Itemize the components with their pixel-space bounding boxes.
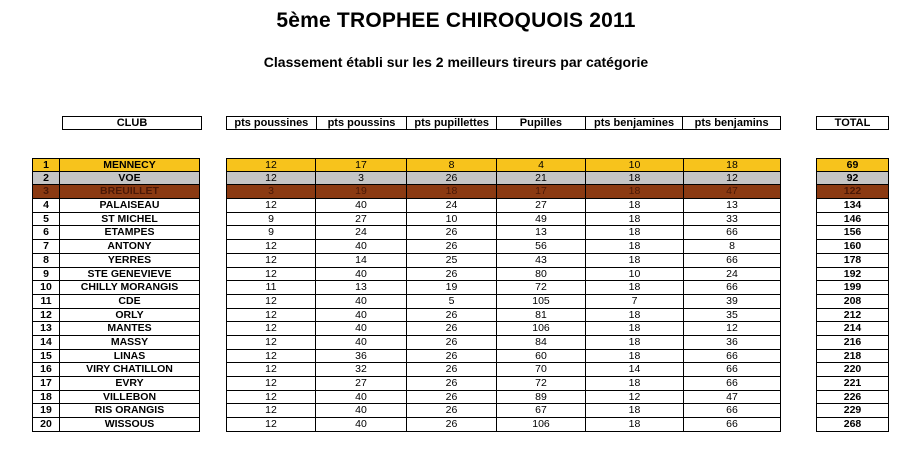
total-cell: 178 bbox=[816, 254, 889, 267]
score-cell: 40 bbox=[316, 322, 407, 335]
scores-row bbox=[226, 254, 781, 268]
score-cell: 47 bbox=[684, 185, 781, 198]
header-club: CLUB bbox=[62, 116, 202, 130]
score-cell: 19 bbox=[316, 185, 407, 198]
score-cell: 27 bbox=[316, 377, 407, 390]
club-name-cell: LINAS bbox=[60, 350, 200, 363]
score-cell: 13 bbox=[316, 281, 407, 294]
score-cell: 18 bbox=[586, 281, 684, 294]
score-cell: 18 bbox=[586, 213, 684, 226]
score-cell: 66 bbox=[684, 254, 781, 267]
score-cell: 26 bbox=[407, 336, 497, 349]
club-name-cell: BREUILLET bbox=[60, 185, 200, 198]
total-row bbox=[816, 226, 889, 240]
total-cell: 221 bbox=[816, 377, 889, 390]
score-cell: 12 bbox=[226, 172, 316, 185]
club-name-cell: ETAMPES bbox=[60, 226, 200, 239]
total-cell: 69 bbox=[816, 159, 889, 171]
scores-row bbox=[226, 404, 781, 418]
club-name-cell: VIRY CHATILLON bbox=[60, 363, 200, 376]
score-cell: 39 bbox=[684, 295, 781, 308]
score-cell: 18 bbox=[586, 404, 684, 417]
scores-row bbox=[226, 336, 781, 350]
total-cell: 212 bbox=[816, 309, 889, 322]
score-cell: 70 bbox=[497, 363, 586, 376]
rank-cell: 7 bbox=[32, 240, 60, 253]
club-name-cell: MASSY bbox=[60, 336, 200, 349]
score-cell: 9 bbox=[226, 226, 316, 239]
score-cell: 25 bbox=[407, 254, 497, 267]
table-row bbox=[32, 199, 200, 213]
scores-row bbox=[226, 377, 781, 391]
header-total: TOTAL bbox=[816, 116, 889, 130]
score-cell: 5 bbox=[407, 295, 497, 308]
score-cell: 66 bbox=[684, 281, 781, 294]
club-name-cell: MANTES bbox=[60, 322, 200, 335]
club-name-cell: EVRY bbox=[60, 377, 200, 390]
table-row bbox=[32, 226, 200, 240]
club-name-cell: YERRES bbox=[60, 254, 200, 267]
score-cell: 32 bbox=[316, 363, 407, 376]
score-cell: 40 bbox=[316, 418, 407, 431]
score-cell: 8 bbox=[407, 159, 497, 171]
score-cell: 12 bbox=[226, 159, 316, 171]
total-row bbox=[816, 213, 889, 227]
score-cell: 13 bbox=[684, 199, 781, 212]
total-cell: 156 bbox=[816, 226, 889, 239]
scores-row bbox=[226, 322, 781, 336]
score-cell: 18 bbox=[586, 336, 684, 349]
score-cell: 72 bbox=[497, 377, 586, 390]
scores-row bbox=[226, 391, 781, 405]
score-cell: 35 bbox=[684, 309, 781, 322]
total-row bbox=[816, 322, 889, 336]
score-cell: 18 bbox=[586, 309, 684, 322]
score-cell: 40 bbox=[316, 309, 407, 322]
total-row bbox=[816, 377, 889, 391]
score-cell: 43 bbox=[497, 254, 586, 267]
table-row bbox=[32, 295, 200, 309]
score-cell: 18 bbox=[586, 254, 684, 267]
score-cell: 10 bbox=[407, 213, 497, 226]
score-cell: 8 bbox=[684, 240, 781, 253]
score-cell: 66 bbox=[684, 404, 781, 417]
scores-row bbox=[226, 350, 781, 364]
club-name-cell: ORLY bbox=[60, 309, 200, 322]
score-cell: 26 bbox=[407, 322, 497, 335]
scores-row bbox=[226, 172, 781, 186]
total-row bbox=[816, 199, 889, 213]
total-cell: 122 bbox=[816, 185, 889, 198]
score-cell: 12 bbox=[226, 336, 316, 349]
score-cell: 40 bbox=[316, 336, 407, 349]
total-row bbox=[816, 281, 889, 295]
table-row bbox=[32, 377, 200, 391]
score-cell: 19 bbox=[407, 281, 497, 294]
table-row bbox=[32, 172, 200, 186]
score-cell: 66 bbox=[684, 350, 781, 363]
club-name-cell: VILLEBON bbox=[60, 391, 200, 404]
score-cell: 84 bbox=[497, 336, 586, 349]
club-name-cell: ANTONY bbox=[60, 240, 200, 253]
total-cell: 199 bbox=[816, 281, 889, 294]
club-name-cell: CDE bbox=[60, 295, 200, 308]
table-row bbox=[32, 240, 200, 254]
score-cell: 26 bbox=[407, 172, 497, 185]
total-cell: 220 bbox=[816, 363, 889, 376]
score-cell: 47 bbox=[684, 391, 781, 404]
score-cell: 40 bbox=[316, 199, 407, 212]
score-cell: 27 bbox=[497, 199, 586, 212]
score-cell: 26 bbox=[407, 240, 497, 253]
score-cell: 12 bbox=[226, 418, 316, 431]
scores-row bbox=[226, 363, 781, 377]
rank-cell: 5 bbox=[32, 213, 60, 226]
score-cell: 81 bbox=[497, 309, 586, 322]
rank-cell: 11 bbox=[32, 295, 60, 308]
club-name-cell: ST MICHEL bbox=[60, 213, 200, 226]
total-cell: 192 bbox=[816, 268, 889, 281]
score-cell: 12 bbox=[226, 404, 316, 417]
score-cell: 7 bbox=[586, 295, 684, 308]
score-cell: 12 bbox=[226, 391, 316, 404]
score-cell: 26 bbox=[407, 268, 497, 281]
rank-cell: 2 bbox=[32, 172, 60, 185]
total-row bbox=[816, 268, 889, 282]
scores-row bbox=[226, 418, 781, 432]
total-row bbox=[816, 404, 889, 418]
score-cell: 106 bbox=[497, 322, 586, 335]
total-row bbox=[816, 295, 889, 309]
score-cell: 18 bbox=[586, 185, 684, 198]
table-row bbox=[32, 336, 200, 350]
total-row bbox=[816, 391, 889, 405]
total-cell: 268 bbox=[816, 418, 889, 431]
score-cell: 12 bbox=[684, 322, 781, 335]
page-title: 5ème TROPHEE CHIROQUOIS 2011 bbox=[276, 9, 636, 32]
club-name-cell: WISSOUS bbox=[60, 418, 200, 431]
scores-row bbox=[226, 226, 781, 240]
score-cell: 12 bbox=[586, 391, 684, 404]
rank-cell: 10 bbox=[32, 281, 60, 294]
score-cell: 40 bbox=[316, 268, 407, 281]
score-cell: 18 bbox=[586, 226, 684, 239]
table-row bbox=[32, 350, 200, 364]
club-name-cell: VOE bbox=[60, 172, 200, 185]
scores-row bbox=[226, 268, 781, 282]
score-cell: 10 bbox=[586, 159, 684, 171]
header-cat-4: pts benjamines bbox=[586, 117, 684, 129]
rank-cell: 18 bbox=[32, 391, 60, 404]
score-cell: 12 bbox=[226, 268, 316, 281]
score-cell: 27 bbox=[316, 213, 407, 226]
rank-cell: 1 bbox=[32, 159, 60, 171]
scores-row bbox=[226, 213, 781, 227]
table-row bbox=[32, 281, 200, 295]
total-cell: 92 bbox=[816, 172, 889, 185]
total-column-block bbox=[816, 158, 889, 432]
total-cell: 208 bbox=[816, 295, 889, 308]
total-row bbox=[816, 254, 889, 268]
score-cell: 40 bbox=[316, 391, 407, 404]
score-cell: 60 bbox=[497, 350, 586, 363]
rank-cell: 8 bbox=[32, 254, 60, 267]
score-cell: 18 bbox=[586, 172, 684, 185]
score-cell: 106 bbox=[497, 418, 586, 431]
score-cell: 18 bbox=[586, 240, 684, 253]
score-cell: 72 bbox=[497, 281, 586, 294]
score-cell: 3 bbox=[226, 185, 316, 198]
scores-row bbox=[226, 158, 781, 172]
header-categories bbox=[226, 116, 781, 130]
score-cell: 26 bbox=[407, 377, 497, 390]
total-cell: 134 bbox=[816, 199, 889, 212]
rank-cell: 19 bbox=[32, 404, 60, 417]
score-cell: 56 bbox=[497, 240, 586, 253]
score-cell: 26 bbox=[407, 391, 497, 404]
rank-cell: 4 bbox=[32, 199, 60, 212]
score-cell: 24 bbox=[316, 226, 407, 239]
table-row bbox=[32, 363, 200, 377]
score-cell: 66 bbox=[684, 226, 781, 239]
score-cell: 33 bbox=[684, 213, 781, 226]
score-cell: 18 bbox=[586, 350, 684, 363]
table-row bbox=[32, 404, 200, 418]
score-cell: 66 bbox=[684, 363, 781, 376]
score-cell: 21 bbox=[497, 172, 586, 185]
total-row bbox=[816, 363, 889, 377]
score-cell: 36 bbox=[316, 350, 407, 363]
score-cell: 12 bbox=[226, 199, 316, 212]
score-cell: 67 bbox=[497, 404, 586, 417]
total-row bbox=[816, 350, 889, 364]
score-cell: 89 bbox=[497, 391, 586, 404]
score-cell: 26 bbox=[407, 309, 497, 322]
score-cell: 36 bbox=[684, 336, 781, 349]
total-row bbox=[816, 185, 889, 199]
score-cell: 12 bbox=[226, 240, 316, 253]
table-row bbox=[32, 268, 200, 282]
scores-row bbox=[226, 199, 781, 213]
score-cell: 26 bbox=[407, 404, 497, 417]
header-cat-2: pts pupillettes bbox=[407, 117, 497, 129]
score-cell: 40 bbox=[316, 240, 407, 253]
rank-cell: 9 bbox=[32, 268, 60, 281]
scores-row bbox=[226, 295, 781, 309]
score-cell: 13 bbox=[497, 226, 586, 239]
score-cell: 12 bbox=[226, 309, 316, 322]
score-cell: 26 bbox=[407, 226, 497, 239]
score-cell: 18 bbox=[407, 185, 497, 198]
score-cell: 26 bbox=[407, 363, 497, 376]
total-cell: 229 bbox=[816, 404, 889, 417]
club-name-cell: CHILLY MORANGIS bbox=[60, 281, 200, 294]
scores-row bbox=[226, 185, 781, 199]
scores-row bbox=[226, 240, 781, 254]
total-cell: 226 bbox=[816, 391, 889, 404]
score-cell: 66 bbox=[684, 377, 781, 390]
rank-cell: 3 bbox=[32, 185, 60, 198]
rank-cell: 17 bbox=[32, 377, 60, 390]
score-cell: 14 bbox=[586, 363, 684, 376]
club-name-cell: STE GENEVIEVE bbox=[60, 268, 200, 281]
score-cell: 18 bbox=[586, 377, 684, 390]
table-row bbox=[32, 322, 200, 336]
rank-cell: 6 bbox=[32, 226, 60, 239]
score-cell: 24 bbox=[684, 268, 781, 281]
table-row bbox=[32, 309, 200, 323]
score-cell: 12 bbox=[226, 350, 316, 363]
score-cell: 26 bbox=[407, 350, 497, 363]
score-cell: 14 bbox=[316, 254, 407, 267]
rank-cell: 15 bbox=[32, 350, 60, 363]
score-cell: 105 bbox=[497, 295, 586, 308]
rank-cell: 14 bbox=[32, 336, 60, 349]
score-cell: 49 bbox=[497, 213, 586, 226]
score-cell: 9 bbox=[226, 213, 316, 226]
score-cell: 17 bbox=[497, 185, 586, 198]
total-cell: 146 bbox=[816, 213, 889, 226]
score-cell: 10 bbox=[586, 268, 684, 281]
header-cat-5: pts benjamins bbox=[694, 117, 769, 129]
rank-cell: 20 bbox=[32, 418, 60, 431]
score-cell: 18 bbox=[586, 199, 684, 212]
score-cell: 24 bbox=[407, 199, 497, 212]
score-cell: 40 bbox=[316, 295, 407, 308]
score-cell: 18 bbox=[684, 159, 781, 171]
club-name-cell: RIS ORANGIS bbox=[60, 404, 200, 417]
table-row bbox=[32, 185, 200, 199]
score-cell: 18 bbox=[586, 322, 684, 335]
club-name-cell: MENNECY bbox=[60, 159, 200, 171]
score-cell: 12 bbox=[226, 363, 316, 376]
table-row bbox=[32, 158, 200, 172]
total-row bbox=[816, 309, 889, 323]
total-row bbox=[816, 158, 889, 172]
scores-row bbox=[226, 309, 781, 323]
total-row bbox=[816, 240, 889, 254]
total-row bbox=[816, 418, 889, 432]
total-cell: 214 bbox=[816, 322, 889, 335]
header-cat-3: Pupilles bbox=[497, 117, 586, 129]
rank-cell: 13 bbox=[32, 322, 60, 335]
page-subtitle: Classement établi sur les 2 meilleurs tireurs par catégorie bbox=[263, 54, 649, 70]
score-cell: 66 bbox=[684, 418, 781, 431]
score-cell: 12 bbox=[684, 172, 781, 185]
total-row bbox=[816, 172, 889, 186]
score-cell: 12 bbox=[226, 295, 316, 308]
scores-block bbox=[226, 158, 781, 432]
score-cell: 12 bbox=[226, 377, 316, 390]
score-cell: 11 bbox=[226, 281, 316, 294]
score-cell: 26 bbox=[407, 418, 497, 431]
score-cell: 18 bbox=[586, 418, 684, 431]
score-cell: 12 bbox=[226, 254, 316, 267]
score-cell: 17 bbox=[316, 159, 407, 171]
header-cat-0: pts poussines bbox=[227, 117, 317, 129]
total-row bbox=[816, 336, 889, 350]
header-cat-1: pts poussins bbox=[317, 117, 408, 129]
rank-cell: 12 bbox=[32, 309, 60, 322]
score-cell: 40 bbox=[316, 404, 407, 417]
score-cell: 80 bbox=[497, 268, 586, 281]
club-name-cell: PALAISEAU bbox=[60, 199, 200, 212]
rank-cell: 16 bbox=[32, 363, 60, 376]
table-row bbox=[32, 418, 200, 432]
table-row bbox=[32, 213, 200, 227]
score-cell: 4 bbox=[497, 159, 586, 171]
total-cell: 216 bbox=[816, 336, 889, 349]
score-cell: 12 bbox=[226, 322, 316, 335]
total-cell: 160 bbox=[816, 240, 889, 253]
club-column-block bbox=[32, 158, 200, 432]
score-cell: 3 bbox=[316, 172, 407, 185]
table-row bbox=[32, 254, 200, 268]
total-cell: 218 bbox=[816, 350, 889, 363]
table-row bbox=[32, 391, 200, 405]
scores-row bbox=[226, 281, 781, 295]
